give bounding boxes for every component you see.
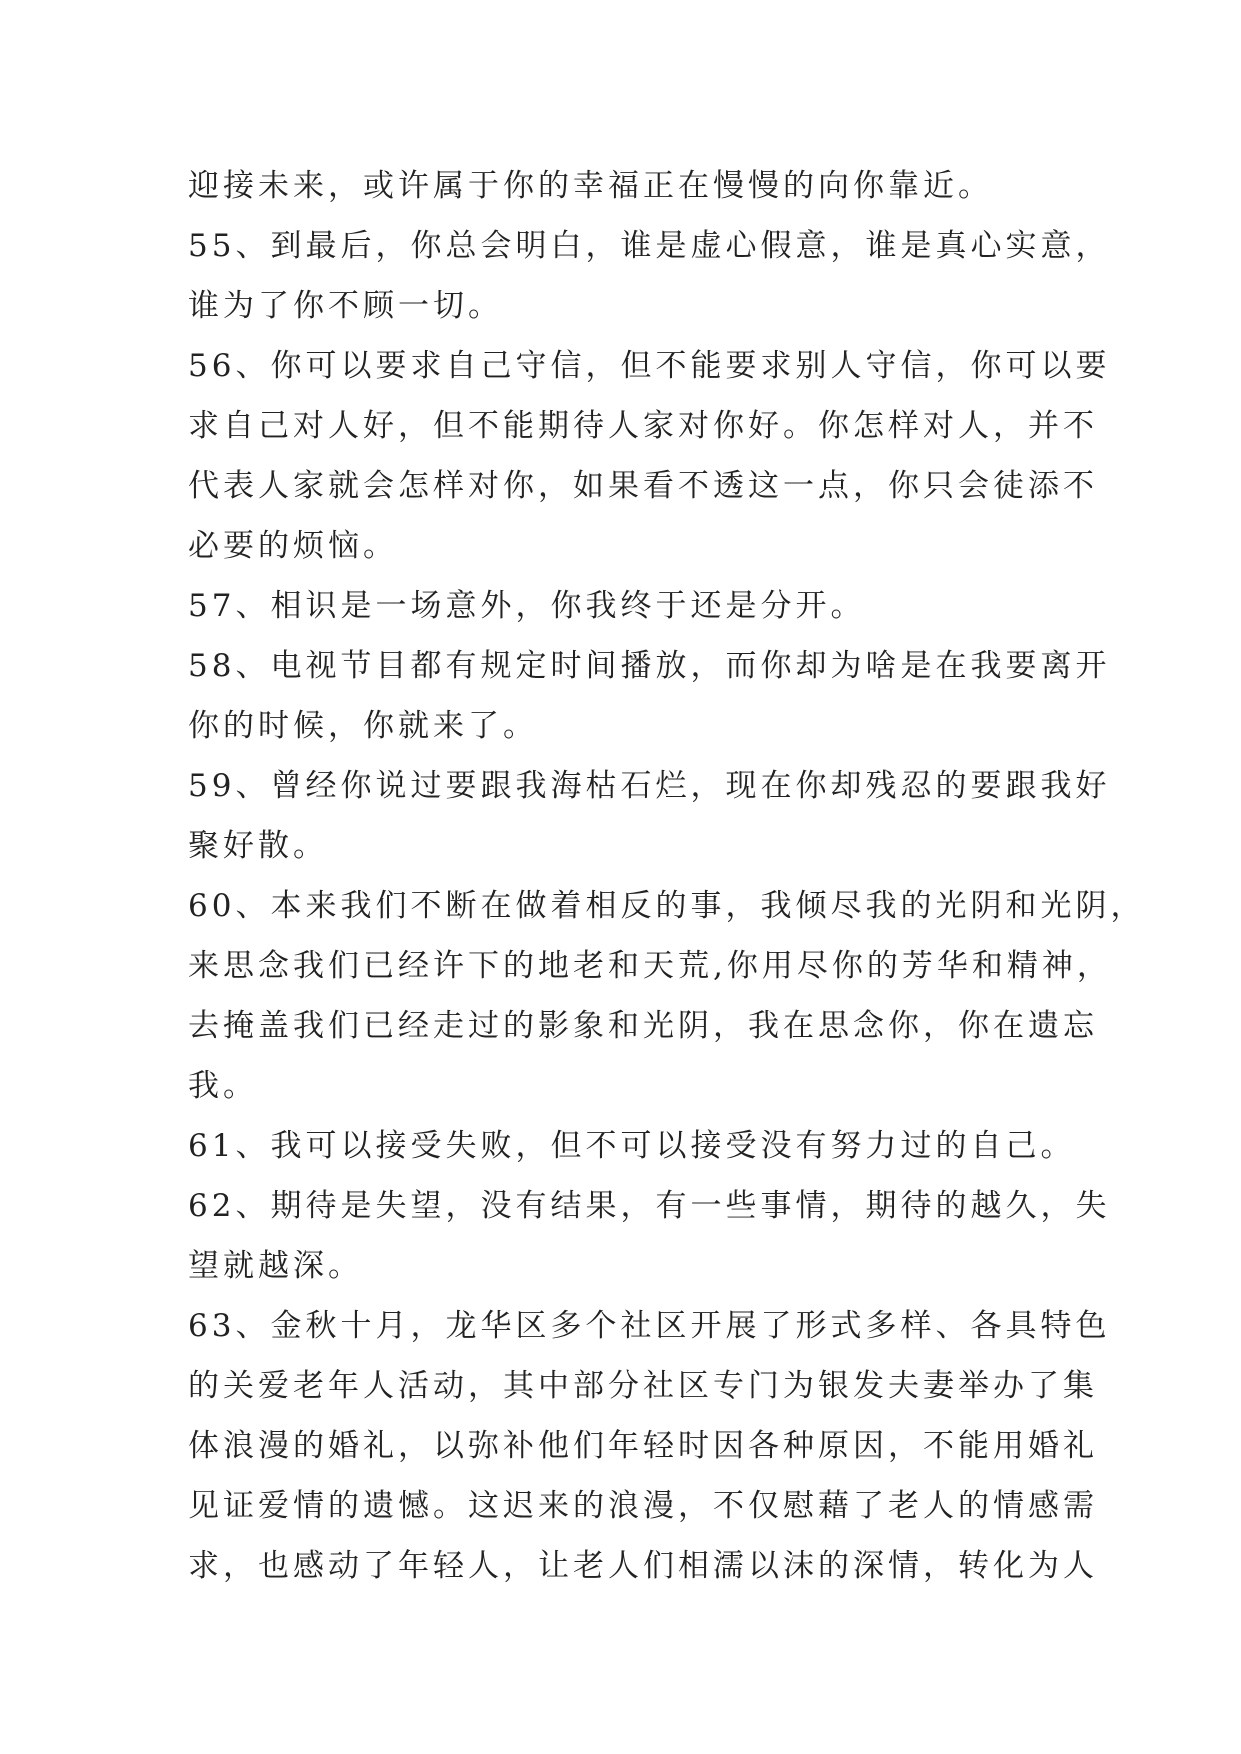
text-line: 56、你可以要求自己守信，但不能要求别人守信，你可以要 xyxy=(188,348,1111,384)
text-line: 代表人家就会怎样对你，如果看不透这一点，你只会徒添不 xyxy=(188,468,1098,504)
text-line: 55、到最后，你总会明白，谁是虚心假意，谁是真心实意， xyxy=(188,228,1111,264)
text-line: 61、我可以接受失败，但不可以接受没有努力过的自己。 xyxy=(188,1128,1076,1164)
text-line: 我。 xyxy=(188,1068,258,1104)
text-line: 见证爱情的遗憾。这迟来的浪漫，不仅慰藉了老人的情感需 xyxy=(188,1488,1098,1524)
text-line: 去掩盖我们已经走过的影象和光阴，我在思念你，你在遗忘 xyxy=(188,1008,1098,1044)
body-text xyxy=(188,156,1146,1596)
text-line: 聚好散。 xyxy=(188,828,328,864)
text-line: 谁为了你不顾一切。 xyxy=(188,288,503,324)
text-line: 望就越深。 xyxy=(188,1248,363,1284)
text-line: 58、电视节目都有规定时间播放，而你却为啥是在我要离开 xyxy=(188,648,1111,684)
text-line: 的关爱老年人活动，其中部分社区专门为银发夫妻举办了集 xyxy=(188,1368,1098,1404)
text-line: 59、曾经你说过要跟我海枯石烂，现在你却残忍的要跟我好 xyxy=(188,768,1111,804)
text-line: 60、本来我们不断在做着相反的事，我倾尽我的光阴和光阴， xyxy=(188,888,1146,924)
text-line: 必要的烦恼。 xyxy=(188,528,398,564)
text-line: 迎接未来，或许属于你的幸福正在慢慢的向你靠近。 xyxy=(188,168,993,204)
text-line: 体浪漫的婚礼，以弥补他们年轻时因各种原因，不能用婚礼 xyxy=(188,1428,1098,1464)
text-line: 57、相识是一场意外，你我终于还是分开。 xyxy=(188,588,866,624)
text-line: 62、期待是失望，没有结果，有一些事情，期待的越久，失 xyxy=(188,1188,1111,1224)
text-line: 求，也感动了年轻人，让老人们相濡以沫的深情，转化为人 xyxy=(188,1548,1098,1584)
text-line: 来思念我们已经许下的地老和天荒,你用尽你的芳华和精神， xyxy=(188,948,1112,984)
text-line: 你的时候，你就来了。 xyxy=(188,708,538,744)
text-line: 求自己对人好，但不能期待人家对你好。你怎样对人，并不 xyxy=(188,408,1098,444)
text-line: 63、金秋十月，龙华区多个社区开展了形式多样、各具特色 xyxy=(188,1308,1111,1344)
